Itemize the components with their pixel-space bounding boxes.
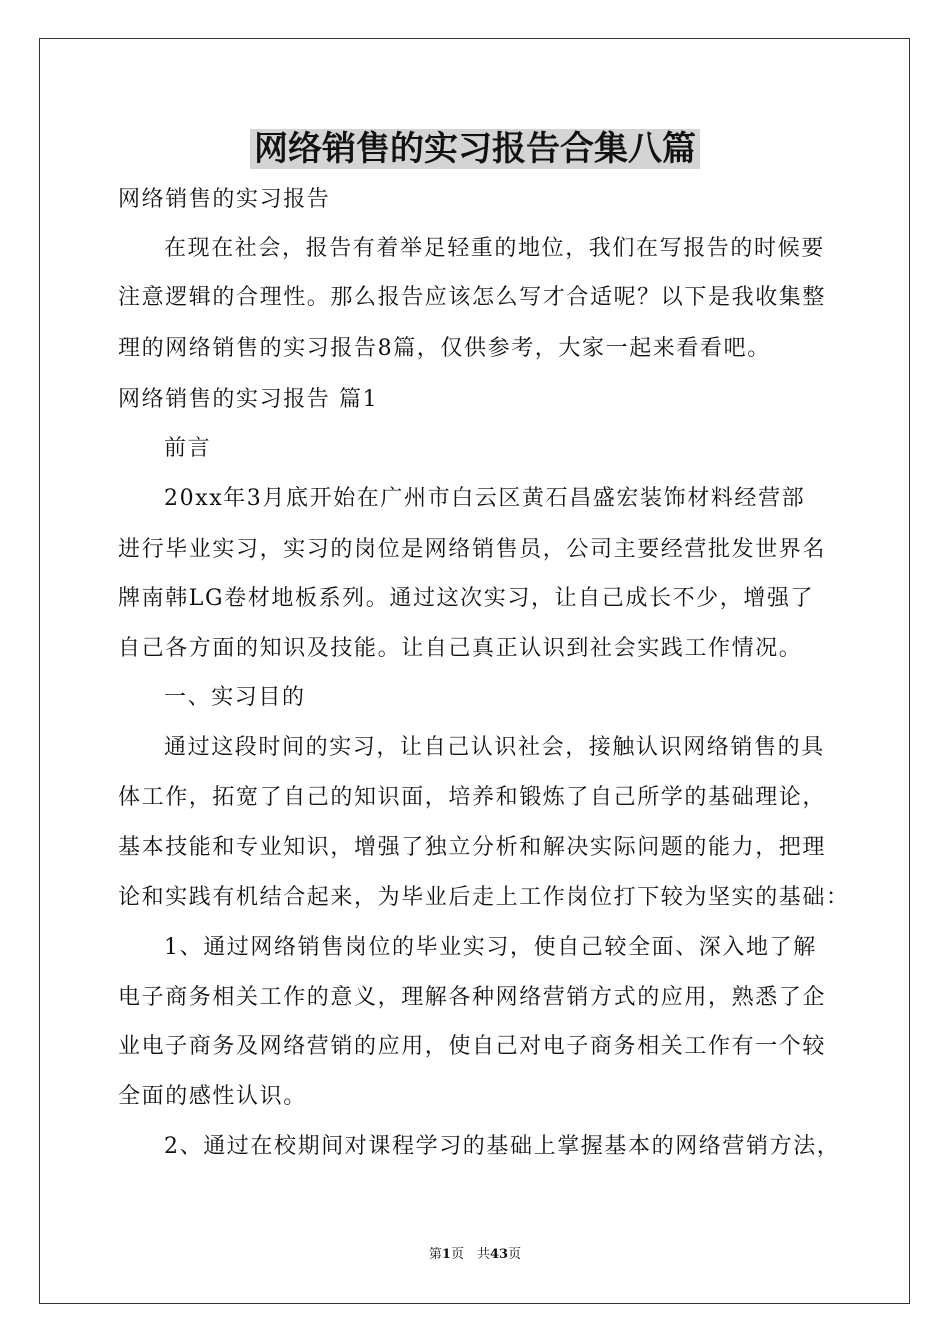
- paragraph-line: 1、通过网络销售岗位的毕业实习，使自己较全面、深入地了解: [164, 935, 817, 960]
- paragraph-line: 在现在社会，报告有着举足轻重的地位，我们在写报告的时候要: [164, 236, 825, 261]
- page-footer: [0, 1246, 950, 1264]
- paragraph-line: 前言: [164, 436, 212, 461]
- document-title: [0, 126, 950, 172]
- title-text: 网络销售的实习报告合集八篇: [250, 129, 700, 169]
- paragraph-line: 电子商务相关工作的意义，理解各种网络营销方式的应用，熟悉了企: [118, 985, 827, 1010]
- footer-suffix: 页: [508, 1247, 522, 1262]
- page-number: 1: [441, 1247, 451, 1262]
- paragraph-line: 20xx年3月底开始在广州市白云区黄石昌盛宏装饰材料经营部: [164, 486, 806, 511]
- paragraph-line: 2、通过在校期间对课程学习的基础上掌握基本的网络营销方法，: [164, 1134, 841, 1159]
- paragraph-line: 一、实习目的: [164, 685, 306, 710]
- paragraph-line: 进行毕业实习，实习的岗位是网络销售员，公司主要经营批发世界名: [118, 537, 827, 562]
- total-pages: 43: [489, 1247, 509, 1262]
- paragraph-line: 注意逻辑的合理性。那么报告应该怎么写才合适呢？以下是我收集整: [118, 285, 827, 310]
- paragraph-line: 基本技能和专业知识，增强了独立分析和解决实际问题的能力，把理: [118, 835, 827, 860]
- paragraph-line: 业电子商务及网络营销的应用，使自己对电子商务相关工作有一个较: [118, 1034, 827, 1059]
- paragraph-line: 论和实践有机结合起来，为毕业后走上工作岗位打下较为坚实的基础：: [118, 885, 850, 910]
- section-heading: 网络销售的实习报告: [118, 187, 331, 212]
- section-heading: 网络销售的实习报告 篇1: [118, 387, 379, 412]
- paragraph-line: 理的网络销售的实习报告8篇，仅供参考，大家一起来看看吧。: [118, 336, 771, 361]
- paragraph-line: 牌南韩LG卷材地板系列。通过这次实习，让自己成长不少，增强了: [118, 586, 815, 611]
- paragraph-line: 全面的感性认识。: [118, 1084, 307, 1109]
- paragraph-line: 体工作，拓宽了自己的知识面，培养和锻炼了自己所学的基础理论，: [118, 785, 827, 810]
- paragraph-line: 自己各方面的知识及技能。让自己真正认识到社会实践工作情况。: [118, 636, 803, 661]
- footer-mid: 页 共: [450, 1247, 490, 1262]
- page-border: [39, 38, 910, 1304]
- footer-prefix: 第: [428, 1247, 442, 1262]
- paragraph-line: 通过这段时间的实习，让自己认识社会，接触认识网络销售的具: [164, 735, 825, 760]
